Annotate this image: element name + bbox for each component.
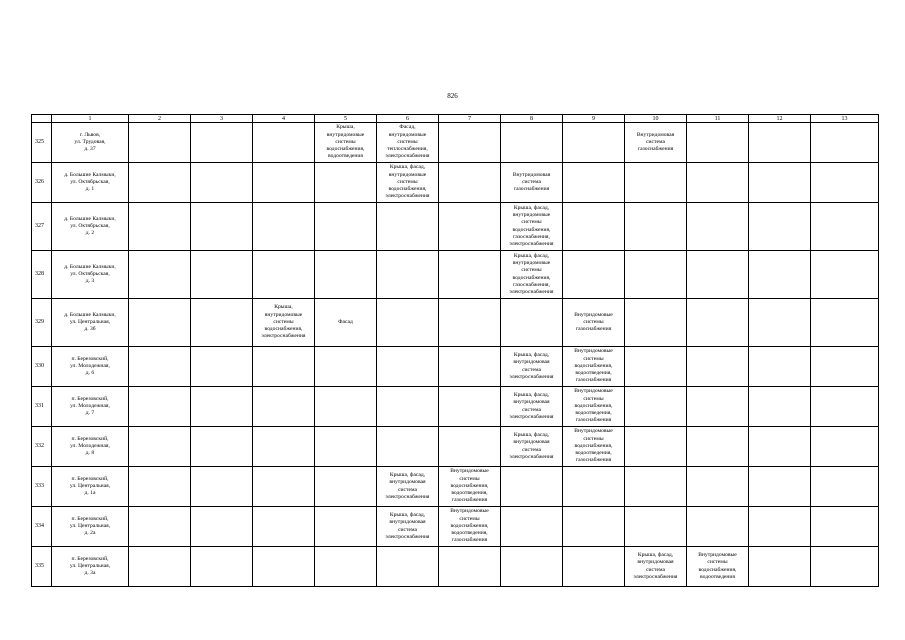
work-cell [811, 547, 879, 587]
row-number: 325 [32, 123, 52, 163]
header-cell: 4 [253, 115, 315, 123]
table-row [32, 467, 879, 507]
work-cell [191, 387, 253, 427]
work-cell [625, 387, 687, 427]
address-cell [52, 163, 129, 203]
address-cell [52, 251, 129, 299]
work-cell [625, 163, 687, 203]
row-number: 335 [32, 547, 52, 587]
table-row [32, 507, 879, 547]
work-cell [687, 251, 749, 299]
work-cell [439, 347, 501, 387]
work-cell [315, 547, 377, 587]
work-cell [439, 467, 501, 507]
work-cell [749, 387, 811, 427]
work-cell [129, 387, 191, 427]
header-cell: 1 [52, 115, 129, 123]
work-cell [625, 299, 687, 347]
work-cell [687, 163, 749, 203]
cell-text: Крыша, фасад, внутридомовая система электроснабжения [509, 352, 554, 380]
cell-text: Внутридомовые системы водоснабжения, водоотведения, газоснабжения [574, 428, 613, 464]
work-cell [439, 547, 501, 587]
work-cell [377, 203, 439, 251]
cell-text: Крыша, фасад, внутридомовая система электроснабжения [385, 512, 430, 540]
work-cell [129, 547, 191, 587]
work-cell [811, 123, 879, 163]
cell-text: Внутридомовые системы водоснабжения, водоотведения, газоснабжения [574, 348, 613, 384]
work-cell [191, 163, 253, 203]
cell-text: Внутридомовые системы газоснабжения [574, 311, 613, 333]
work-cell [253, 427, 315, 467]
work-cell [625, 251, 687, 299]
work-cell [315, 387, 377, 427]
address-cell [52, 123, 129, 163]
work-cell [625, 347, 687, 387]
address-cell [52, 427, 129, 467]
address-cell [52, 347, 129, 387]
address-cell [52, 547, 129, 587]
header-cell: 6 [377, 115, 439, 123]
table-row [32, 123, 879, 163]
work-cell [501, 467, 563, 507]
work-cell [687, 123, 749, 163]
work-cell [749, 467, 811, 507]
work-cell [191, 427, 253, 467]
work-cell [253, 347, 315, 387]
work-cell [315, 299, 377, 347]
cell-text: Крыша, фасад, внутридомовая система электроснабжения [509, 432, 554, 460]
work-cell [191, 507, 253, 547]
work-cell [129, 203, 191, 251]
cell-text: Крыша, внутридомовые системы водоснабжения, водоотведения [326, 124, 365, 160]
header-cell: 13 [811, 115, 879, 123]
address-cell [52, 299, 129, 347]
address-cell [52, 203, 129, 251]
header-cell [32, 115, 52, 123]
work-cell [563, 467, 625, 507]
cell-text: п. Березовский, ул. Центральная, д. 2а [69, 515, 111, 537]
work-cell [439, 507, 501, 547]
header-cell: 12 [749, 115, 811, 123]
cell-text: Крыша, внутридомовые системы водоснабжения, электроснабжения [261, 304, 306, 340]
work-cell [129, 163, 191, 203]
work-cell [811, 467, 879, 507]
cell-text: Внутридомовые системы водоснабжения, водоотведения, газоснабжения [574, 388, 613, 424]
header-cell: 8 [501, 115, 563, 123]
work-cell [811, 299, 879, 347]
work-cell [315, 507, 377, 547]
work-cell [253, 547, 315, 587]
work-cell [315, 347, 377, 387]
work-cell [253, 467, 315, 507]
row-number: 331 [32, 387, 52, 427]
work-cell [625, 427, 687, 467]
work-cell [811, 427, 879, 467]
work-cell [811, 203, 879, 251]
row-number: 334 [32, 507, 52, 547]
work-cell [749, 299, 811, 347]
work-cell [687, 507, 749, 547]
work-cell [625, 547, 687, 587]
cell-text: Внутридомовая система газоснабжения [512, 171, 551, 193]
work-cell [191, 347, 253, 387]
cell-text: п. Березовский, ул. Молодежная, д. 8 [70, 435, 110, 457]
work-cell [315, 163, 377, 203]
work-cell [377, 163, 439, 203]
work-cell [377, 427, 439, 467]
work-cell [501, 203, 563, 251]
table-row [32, 427, 879, 467]
cell-text: д. Большие Калмыки, ул. Октябрьская, д. 3 [64, 263, 116, 285]
work-cell [501, 251, 563, 299]
work-cell [439, 427, 501, 467]
header-row [32, 115, 879, 123]
header-cell: 3 [191, 115, 253, 123]
row-number: 330 [32, 347, 52, 387]
work-cell [749, 547, 811, 587]
work-cell [563, 347, 625, 387]
work-cell [749, 163, 811, 203]
cell-text: Крыша, фасад, внутридомовая система электроснабжения [385, 472, 430, 500]
work-cell [811, 163, 879, 203]
header-cell: 11 [687, 115, 749, 123]
work-cell [439, 163, 501, 203]
work-cell [439, 203, 501, 251]
work-cell [377, 387, 439, 427]
work-cell [253, 163, 315, 203]
cell-text: п. Березовский, ул. Центральная, д. 3а [69, 555, 111, 577]
work-cell [191, 251, 253, 299]
work-cell [563, 387, 625, 427]
cell-text: Внутридомовая система газоснабжения [636, 131, 675, 153]
work-cell [749, 123, 811, 163]
work-cell [191, 123, 253, 163]
work-cell [811, 347, 879, 387]
work-cell [749, 507, 811, 547]
row-number: 329 [32, 299, 52, 347]
work-cell [377, 347, 439, 387]
work-cell [563, 251, 625, 299]
work-cell [749, 251, 811, 299]
work-cell [687, 467, 749, 507]
work-cell [439, 251, 501, 299]
work-cell [129, 427, 191, 467]
table-row [32, 163, 879, 203]
work-cell [253, 507, 315, 547]
work-cell [625, 203, 687, 251]
cell-text: Внутридомовые системы водоснабжения, водоотведения, газоснабжения [450, 508, 489, 544]
work-cell [501, 387, 563, 427]
address-cell [52, 507, 129, 547]
row-number: 327 [32, 203, 52, 251]
row-number: 328 [32, 251, 52, 299]
cell-text: г. Львов, ул. Трудовая, д. 37 [74, 131, 106, 153]
work-cell [377, 507, 439, 547]
cell-text: Крыша, фасад, внутридомовая система электроснабжения [633, 552, 678, 580]
work-cell [129, 299, 191, 347]
table-row [32, 299, 879, 347]
work-cell [129, 507, 191, 547]
work-cell [439, 299, 501, 347]
cell-text: д. Большие Калмыки, ул. Октябрьская, д. 1 [64, 171, 116, 193]
work-cell [563, 163, 625, 203]
table-row [32, 251, 879, 299]
work-cell [625, 507, 687, 547]
work-cell [315, 427, 377, 467]
work-cell [191, 467, 253, 507]
work-cell [625, 123, 687, 163]
work-cell [253, 203, 315, 251]
cell-text: п. Березовский, ул. Молодежная, д. 6 [70, 355, 110, 377]
cell-text: Крыша, фасад, внутридомовые системы водоснабжения, газоснабжения, электроснабжения [509, 204, 554, 247]
table-row [32, 203, 879, 251]
work-cell [687, 427, 749, 467]
work-cell [253, 123, 315, 163]
header-cell: 9 [563, 115, 625, 123]
work-cell [129, 123, 191, 163]
work-cell [563, 507, 625, 547]
cell-text: Внутридомовые системы водоснабжения, водоотведения, газоснабжения [450, 468, 489, 504]
work-cell [191, 203, 253, 251]
work-cell [315, 251, 377, 299]
cell-text: п. Березовский, ул. Центральная, д. 1а [69, 475, 111, 497]
table-row [32, 347, 879, 387]
work-cell [563, 547, 625, 587]
work-cell [501, 547, 563, 587]
cell-text: Внутридомовые системы водоснабжения, водоотведения [698, 552, 737, 580]
header-cell: 7 [439, 115, 501, 123]
work-cell [749, 427, 811, 467]
work-cell [315, 467, 377, 507]
work-cell [377, 251, 439, 299]
cell-text: Крыша, фасад, внутридомовые системы водоснабжения, газоснабжения, электроснабжения [509, 252, 554, 295]
work-cell [253, 387, 315, 427]
work-cell [439, 123, 501, 163]
work-cell [501, 163, 563, 203]
work-cell [563, 427, 625, 467]
work-cell [687, 299, 749, 347]
cell-text: д. Большие Калмыки, ул. Октябрьская, д. 2 [64, 215, 116, 237]
cell-text: Крыша, фасад, внутридомовая система электроснабжения [509, 392, 554, 420]
cell-text: Фасад [338, 318, 353, 325]
cell-text: Фасад, внутридомовые системы теплоснабжения, электроснабжения [385, 124, 430, 160]
work-cell [625, 467, 687, 507]
cell-text: д. Большие Калмыки, ул. Центральная, д. 3б [64, 311, 116, 333]
work-cell [501, 427, 563, 467]
work-cell [315, 203, 377, 251]
work-cell [501, 299, 563, 347]
work-cell [315, 123, 377, 163]
table-row [32, 547, 879, 587]
row-number: 333 [32, 467, 52, 507]
work-cell [253, 251, 315, 299]
work-cell [811, 387, 879, 427]
page-number: 826 [447, 92, 458, 100]
work-cell [191, 299, 253, 347]
work-cell [687, 547, 749, 587]
work-cell [749, 347, 811, 387]
repair-schedule-table [31, 114, 879, 587]
table-row [32, 387, 879, 427]
address-cell [52, 467, 129, 507]
work-cell [563, 299, 625, 347]
address-cell [52, 387, 129, 427]
work-cell [377, 299, 439, 347]
work-cell [687, 203, 749, 251]
work-cell [377, 123, 439, 163]
work-cell [501, 123, 563, 163]
work-cell [439, 387, 501, 427]
work-cell [563, 203, 625, 251]
work-cell [129, 347, 191, 387]
work-cell [687, 347, 749, 387]
row-number: 326 [32, 163, 52, 203]
cell-text: п. Березовский, ул. Молодежная, д. 7 [70, 395, 110, 417]
work-cell [563, 123, 625, 163]
work-cell [377, 547, 439, 587]
work-cell [129, 251, 191, 299]
work-cell [501, 507, 563, 547]
work-cell [191, 547, 253, 587]
work-cell [129, 467, 191, 507]
work-cell [687, 387, 749, 427]
header-cell: 2 [129, 115, 191, 123]
work-cell [811, 251, 879, 299]
row-number: 332 [32, 427, 52, 467]
header-cell: 5 [315, 115, 377, 123]
work-cell [749, 203, 811, 251]
work-cell [501, 347, 563, 387]
header-cell: 10 [625, 115, 687, 123]
work-cell [377, 467, 439, 507]
work-cell [811, 507, 879, 547]
work-cell [253, 299, 315, 347]
cell-text: Крыша, фасад, внутридомовые системы водоснабжения, электроснабжения [385, 164, 430, 200]
